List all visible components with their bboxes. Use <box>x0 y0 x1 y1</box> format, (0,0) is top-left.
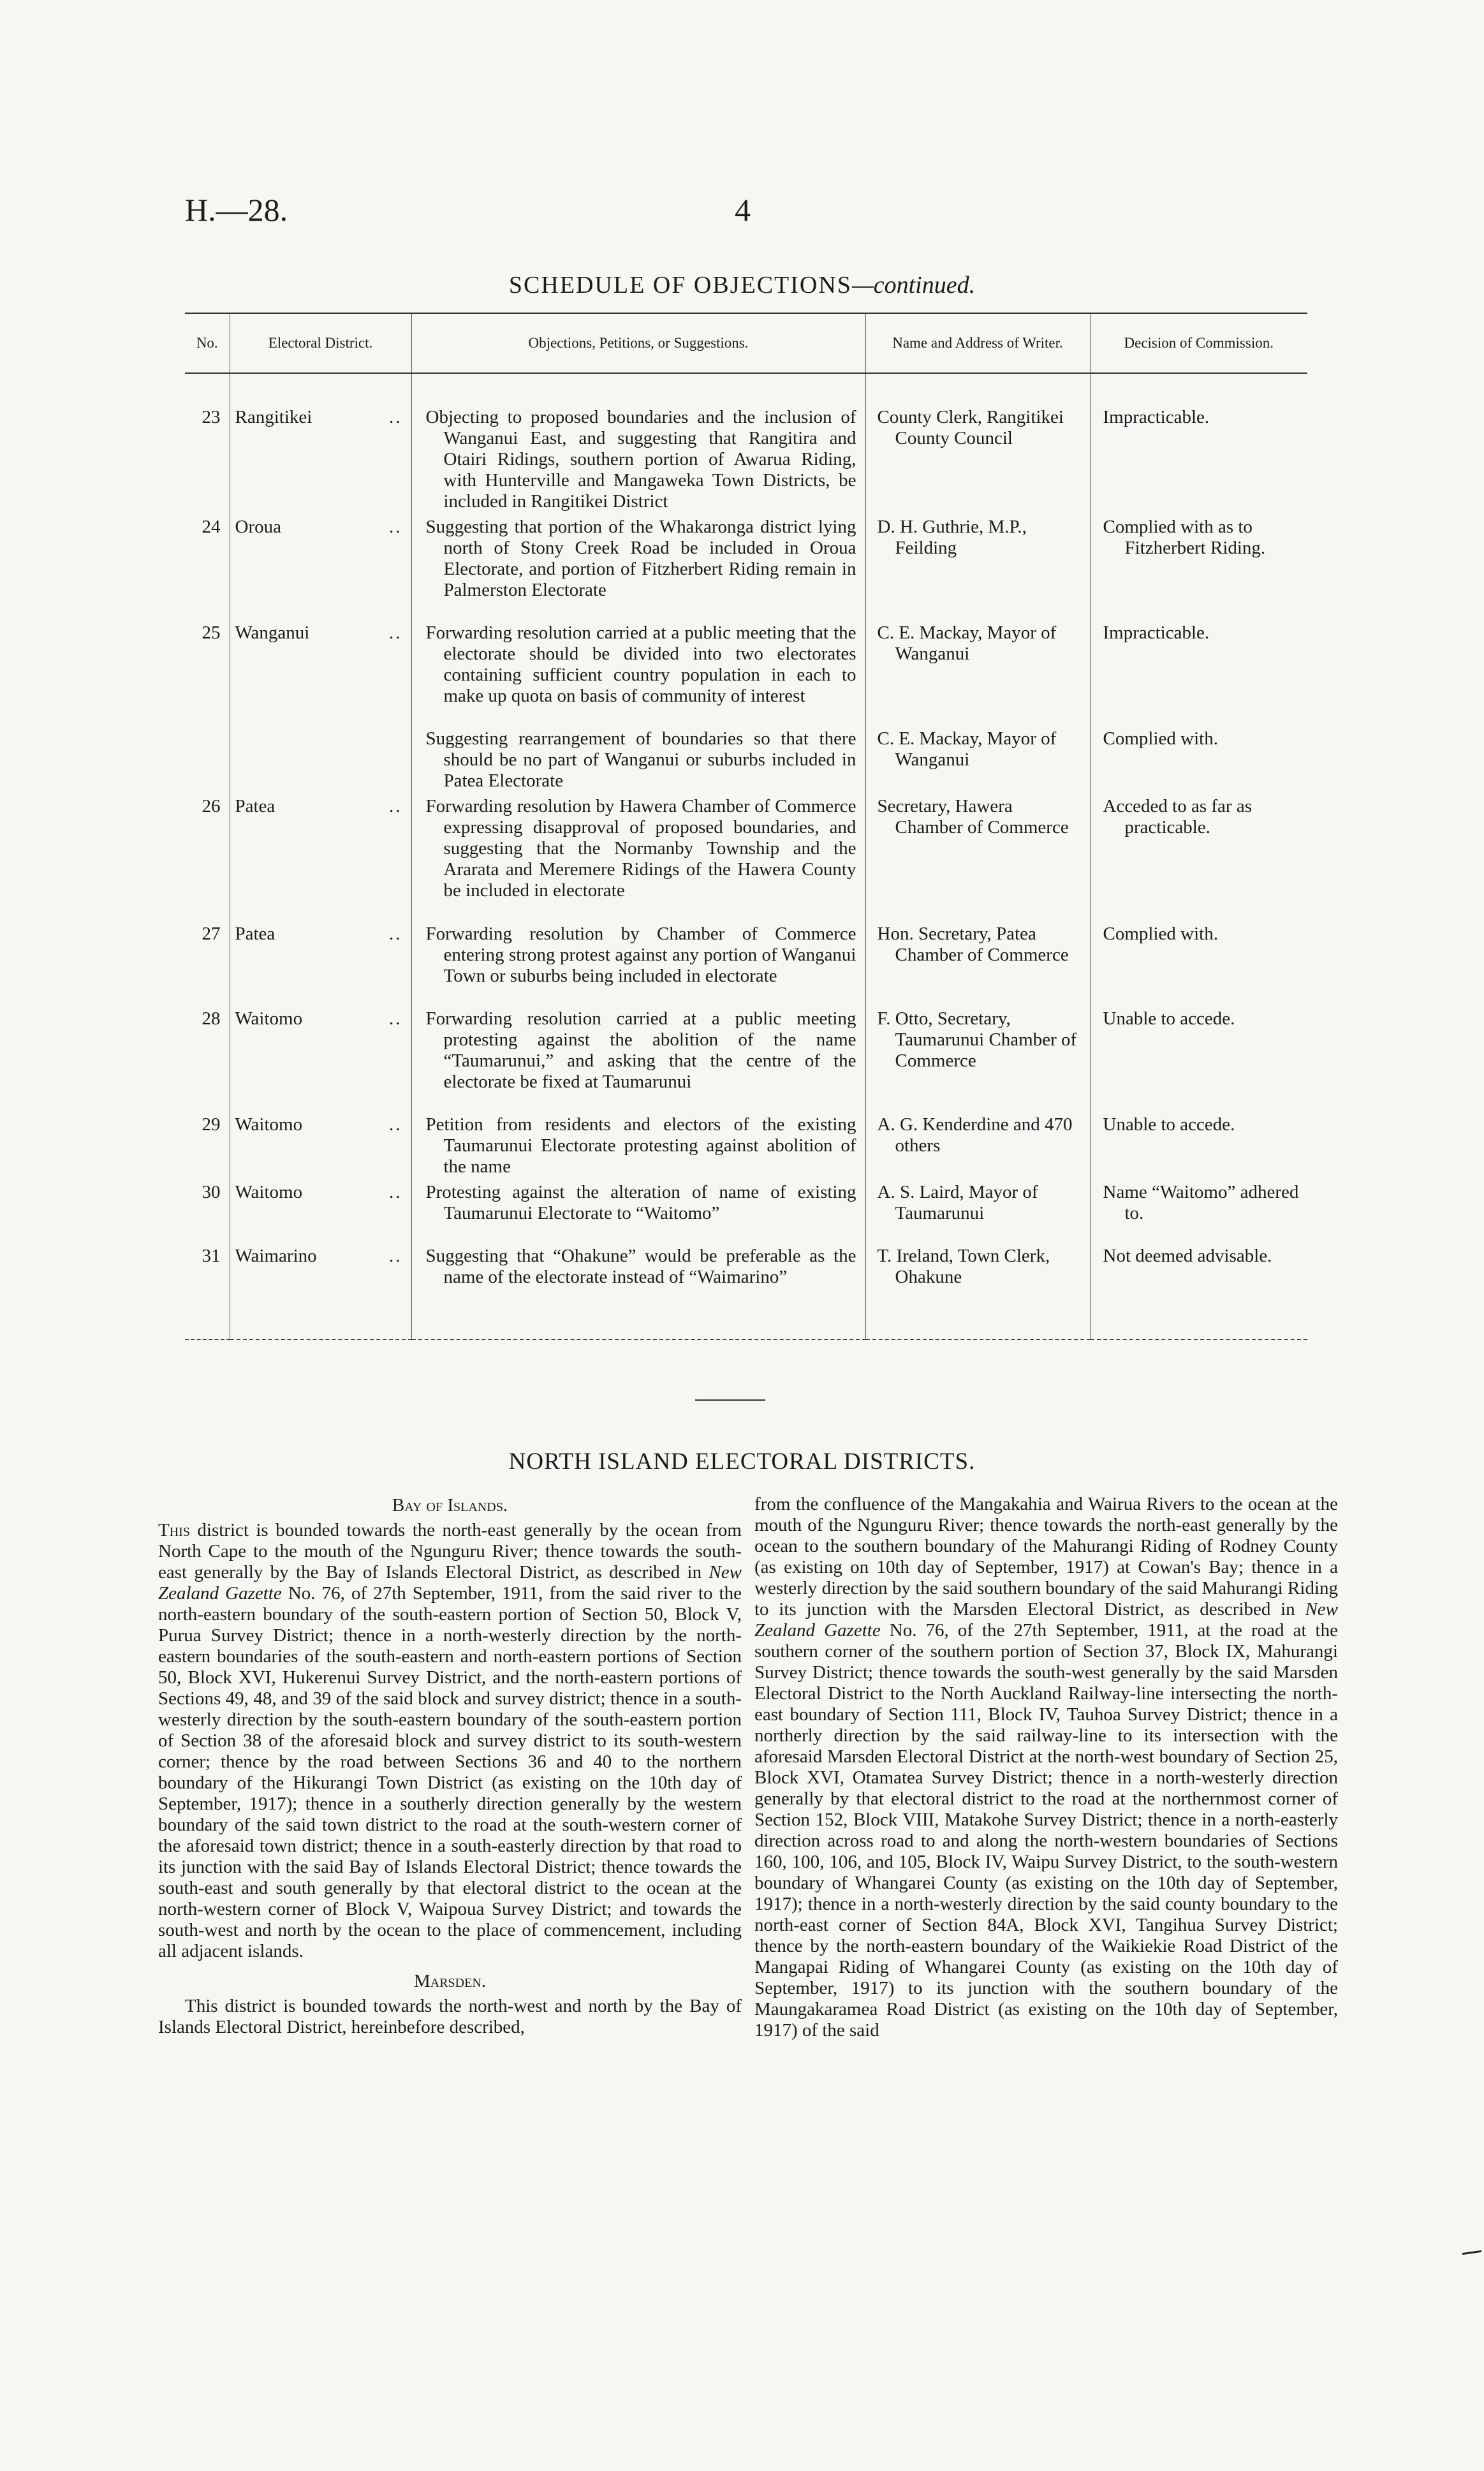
districts-title: NORTH ISLAND ELECTORAL DISTRICTS. <box>508 1449 976 1475</box>
row-district <box>230 727 411 794</box>
table-row <box>185 727 1307 794</box>
row-decision <box>1090 794 1307 922</box>
paragraph-bay-of-islands <box>158 1520 742 1962</box>
row-decision-text: Acceded to as far as practicable. <box>1103 796 1252 837</box>
row-district: Waitomo .. <box>230 1112 411 1180</box>
row-district-name: Waitomo <box>235 1114 303 1135</box>
row-objection <box>411 1180 865 1244</box>
row-writer <box>865 1244 1090 1339</box>
row-decision-text: Impracticable. <box>1103 407 1210 427</box>
row-district-name: Patea <box>235 924 275 944</box>
row-writer-text: Hon. Secretary, Patea Chamber of Commerce <box>877 924 1069 965</box>
gazette-reference: New Zealand Gazette <box>158 1562 742 1604</box>
paragraph-marsden-cont <box>754 1494 1338 2041</box>
row-number: 25 <box>202 623 221 643</box>
row-objection-text: Forwarding resolution carried at a public meeting protesting against the abolition of the name “Taumarunui,” and asking that the centre of the electorate be fixed at Taumarunui <box>425 1008 856 1092</box>
row-objection-text: Forwarding resolution carried at a public meeting that the electorate should be divided into two electorates containing sufficient country population in each to make up quota on basis of community of interest <box>425 623 856 706</box>
row-writer-text: Secretary, Hawera Chamber of Commerce <box>877 796 1069 837</box>
row-writer <box>865 515 1090 621</box>
row-objection <box>411 1112 865 1180</box>
page-number: 4 <box>735 192 751 228</box>
row-objection <box>411 1244 865 1339</box>
row-district: Rangitikei .. <box>230 373 411 515</box>
schedule-title-text: SCHEDULE OF OBJECTIONS <box>508 272 852 299</box>
row-number: 24 <box>202 517 221 537</box>
row-objection-text: Suggesting that portion of the Whakaronga district lying north of Stony Creek Road be included in Oroua Electorate, and portion of Fitzherbert Riding remain in Palmerston Electorate <box>425 517 856 600</box>
row-writer-text: T. Ireland, Town Clerk, Ohakune <box>877 1246 1050 1287</box>
row-district: Patea .. <box>230 922 411 1007</box>
bay-text-2: No. 76, of 27th September, 1911, from the said river to the north-eastern boundary of the south-eastern portion of Section 50, Block V, Purua Survey District; thence in a north-westerly direction by the north-eastern boundaries of the south-eastern and north-eastern portions of Section 50, Block XVI, Hukerenui Survey District, and the north-eastern portions of Sections 49, 48, and 39 of the said block and survey district; thence in a south-westerly direction by the south-eastern boundary of the south-eastern portion of Section 38 of the aforesaid block and survey district to its south-western corner; thence by the road between Sections 36 and 40 to the northern boundary of the Hikurangi Town District (as existing on the 10th day of September, 1917); thence in a southerly direction generally by the western boundary of the said town district to the road at the south-western corner of the aforesaid town district; thence in a south-easterly direction by that road to its junction with the said Bay of Islands Electoral District; thence towards the south-east and south generally by that electoral district to the ocean at the north-western corner of Block V, Waipoua Survey District; and towards the south-west and north by the ocean to the place of commencement, including all adjacent islands. <box>158 1583 742 1961</box>
text-column-left <box>158 1486 742 2038</box>
table-header-row <box>185 313 1307 373</box>
table-row <box>185 1180 1307 1244</box>
row-decision <box>1090 1112 1307 1180</box>
row-decision-text: Complied with. <box>1103 924 1218 944</box>
marsden-text-2: No. 76, of the 27th September, 1911, at the road at the southern corner of the southern portion of Section 37, Block IX, Mahurangi Survey District; thence towards the south-west generally by the said Marsden Electoral District to the North Auckland Railway-line intersecting the north-east boundary of Section 111, Block IV, Tauhoa Survey District; thence in a northerly direction by the said railway-line to its intersection with the aforesaid Marsden Electoral District at the north-west boundary of Section 25, Block XVI, Otamatea Survey District; thence in a north-westerly direction generally by that electoral district to the road at the northernmost corner of Section 152, Block VIII, Matakohe Survey District; thence in a north-easterly direction across road to and along the north-western boundaries of Sections 160, 100, 106, and 105, Block IV, Waipu Survey District, to the south-western boundary of Whangarei County (as existing on the 10th day of September, 1917); thence in a north-westerly direction by the said county boundary to the north-east corner of Section 84A, Block XVI, Tangihua Survey District; thence by the north-eastern boundary of the Waikiekie Road District of the Mangapai Riding of Whangarei County (as existing on the 10th day of September, 1917) to its junction with the southern boundary of the Maungakaramea Road District (as existing on the 10th day of September, 1917) of the said <box>754 1620 1338 2040</box>
row-district: Waimarino .. <box>230 1244 411 1339</box>
table-row <box>185 794 1307 922</box>
row-number: 28 <box>202 1008 221 1029</box>
heading-marsden: Marsden. <box>413 1971 487 1991</box>
row-objection-text: Protesting against the alteration of name of existing Taumarunui Electorate to “Waitomo” <box>425 1182 856 1223</box>
section-divider <box>695 1399 765 1401</box>
table-row <box>185 621 1307 727</box>
row-objection <box>411 373 865 515</box>
row-objection <box>411 621 865 727</box>
marsden-text-1: from the confluence of the Mangakahia and Wairua Rivers to the ocean at the mouth of the Ngunguru River; thence towards the north-east generally by the ocean to the southern boundary of the Mahurangi Riding of Rodney County (as existing on 10th day of September, 1917) at Cowan's Bay; thence in a westerly direction by the said southern boundary of the said Mahurangi Riding to its junction with the Marsden Electoral District, as described in <box>754 1494 1338 1619</box>
row-district: Wanganui .. <box>230 621 411 727</box>
row-decision-text: Name “Waitomo” adhered to. <box>1103 1182 1299 1223</box>
table-row <box>185 1244 1307 1339</box>
row-decision-text: Unable to accede. <box>1103 1114 1235 1135</box>
page-reference: H.—28. <box>185 192 288 228</box>
row-number: 27 <box>202 924 221 944</box>
row-writer-text: F. Otto, Secretary, Taumarunui Chamber of Commerce <box>877 1008 1077 1071</box>
row-number <box>185 727 230 794</box>
table-row <box>185 922 1307 1007</box>
row-objection <box>411 1007 865 1112</box>
row-number: 30 <box>202 1182 221 1202</box>
row-objection-text: Suggesting rearrangement of boundaries so that there should be no part of Wanganui or suburbs included in Patea Electorate <box>425 728 856 791</box>
row-district: Oroua .. <box>230 515 411 621</box>
row-objection-text: Objecting to proposed boundaries and the inclusion of Wanganui East, and suggesting that Rangitira and Otairi Ridings, southern portion of Awarua Riding, with Hunterville and Mangaweka Town Districts, be included in Rangitikei District <box>425 407 856 512</box>
row-district-name: Wanganui <box>235 623 310 643</box>
row-number: 31 <box>185 1244 230 1339</box>
row-writer <box>865 373 1090 515</box>
row-writer <box>865 922 1090 1007</box>
schedule-title-suffix: —continued. <box>851 272 976 299</box>
row-decision <box>1090 1244 1307 1339</box>
table-row <box>185 515 1307 621</box>
row-district-name: Waitomo <box>235 1182 303 1202</box>
objections-table <box>185 313 1307 1340</box>
row-writer <box>865 1112 1090 1180</box>
margin-mark <box>1462 2250 1481 2255</box>
row-objection-text: Suggesting that “Ohakune” would be preferable as the name of the electorate instead of “Waimarino” <box>425 1246 856 1287</box>
row-district-name: Waimarino <box>235 1246 317 1266</box>
paragraph-marsden-start: This district is bounded towards the north-west and north by the Bay of Islands Electoral District, hereinbefore described, <box>158 1996 742 2037</box>
row-district-name: Rangitikei <box>235 407 312 427</box>
lead-word: This <box>158 1520 190 1540</box>
row-district: Patea .. <box>230 794 411 922</box>
text-column-right <box>754 1494 1338 2041</box>
row-writer <box>865 727 1090 794</box>
col-header-writer: Name and Address of Writer. <box>865 313 1090 373</box>
row-objection-text: Petition from residents and electors of the existing Taumarunui Electorate protesting against abolition of the name <box>425 1114 856 1177</box>
table-row <box>185 1007 1307 1112</box>
row-objection <box>411 794 865 922</box>
row-district-name: Patea <box>235 796 275 816</box>
row-writer <box>865 1180 1090 1244</box>
heading-bay-of-islands: Bay of Islands. <box>392 1495 508 1516</box>
row-decision-text: Unable to accede. <box>1103 1008 1235 1029</box>
row-writer <box>865 621 1090 727</box>
row-district-name: Oroua <box>235 517 281 537</box>
col-header-objections: Objections, Petitions, or Suggestions. <box>411 313 865 373</box>
col-header-decision: Decision of Commission. <box>1090 313 1307 373</box>
row-writer-text: A. S. Laird, Mayor of Taumarunui <box>877 1182 1038 1223</box>
row-decision <box>1090 922 1307 1007</box>
row-district: Waitomo .. <box>230 1180 411 1244</box>
col-header-district: Electoral District. <box>230 313 411 373</box>
col-header-no: No. <box>185 313 230 373</box>
row-objection-text: Forwarding resolution by Chamber of Commerce entering strong protest against any portion of Wanganui Town or suburbs being included in electorate <box>425 924 856 986</box>
row-decision <box>1090 515 1307 621</box>
table-row <box>185 1112 1307 1180</box>
row-number: 29 <box>202 1114 221 1135</box>
row-objection-text: Forwarding resolution by Hawera Chamber of Commerce expressing disapproval of proposed boundaries, and suggesting that the Normanby Township and the Ararata and Meremere Ridings of the Hawera County be included in electorate <box>425 796 856 901</box>
row-decision-text: Complied with as to Fitzherbert Riding. <box>1103 517 1266 558</box>
row-district-name: Waitomo <box>235 1008 303 1029</box>
row-decision <box>1090 621 1307 727</box>
row-writer-text: C. E. Mackay, Mayor of Wanganui <box>877 623 1057 664</box>
table-row <box>185 373 1307 515</box>
row-decision <box>1090 1007 1307 1112</box>
gazette-reference: New Zealand Gazette <box>754 1599 1338 1641</box>
row-objection <box>411 515 865 621</box>
row-decision-text: Complied with. <box>1103 728 1218 749</box>
row-writer-text: D. H. Guthrie, M.P., Feilding <box>877 517 1027 558</box>
row-writer-text: C. E. Mackay, Mayor of Wanganui <box>877 728 1057 770</box>
row-writer-text: A. G. Kenderdine and 470 others <box>877 1114 1073 1156</box>
schedule-title <box>0 271 1484 299</box>
row-decision-text: Not deemed advisable. <box>1103 1246 1272 1266</box>
row-writer-text: County Clerk, Rangitikei County Council <box>877 407 1064 448</box>
row-decision <box>1090 727 1307 794</box>
row-objection <box>411 727 865 794</box>
row-decision <box>1090 373 1307 515</box>
row-district: Waitomo .. <box>230 1007 411 1112</box>
row-writer <box>865 794 1090 922</box>
bay-text-1: district is bounded towards the north-east generally by the ocean from North Cape to the mouth of the Ngunguru River; thence towards the south-east generally by the Bay of Islands Electoral District, as described in <box>158 1520 742 1582</box>
row-objection <box>411 922 865 1007</box>
row-decision <box>1090 1180 1307 1244</box>
row-number: 26 <box>202 796 221 816</box>
row-number: 23 <box>202 407 221 427</box>
row-writer <box>865 1007 1090 1112</box>
row-decision-text: Impracticable. <box>1103 623 1210 643</box>
